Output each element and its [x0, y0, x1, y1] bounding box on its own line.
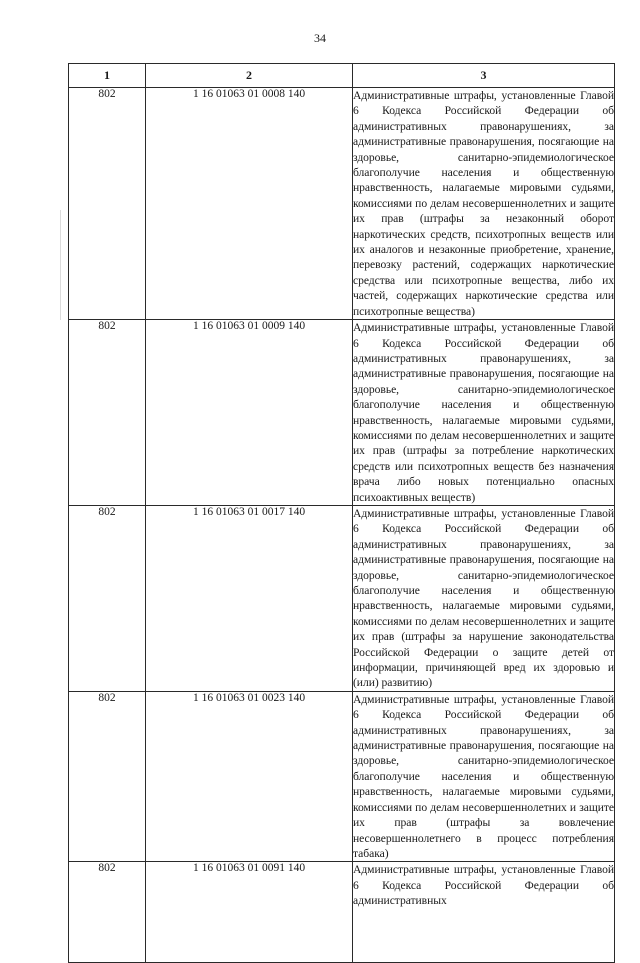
revenue-description-cell: Административные штрафы, установленные Главой 6 Кодекса Российской Федерации об административных правонарушениях, за административные правонарушения, посягающие на здоровье, санитарно-эпидемиологическое благополучие населения и общественную нравственность, налагаемые мировыми судьями, комиссиями по делам несовершеннолетних и защите их прав (штрафы за вовлечение несовершеннолетнего в процесс потребления табака)	[353, 692, 614, 860]
budget-classification-code-cell: 1 16 01063 01 0009 140	[146, 320, 353, 506]
administrator-code-cell: 802	[69, 505, 146, 691]
budget-classification-code-cell: 1 16 01063 01 0023 140	[146, 691, 353, 861]
administrator-code-cell: 802	[69, 88, 146, 320]
revenue-description-cell: Административные штрафы, установленные Главой 6 Кодекса Российской Федерации об административных правонарушениях, за административные правонарушения, посягающие на здоровье, санитарно-эпидемиологическое благополучие населения и общественную нравственность, налагаемые мировыми судьями, комиссиями по делам несовершеннолетних и защите их прав (штрафы за потребление наркотических средств или психотропных веществ без назначения врача либо новых потенциально опасных психоактивных веществ)	[353, 321, 614, 504]
administrator-code-cell: 802	[69, 320, 146, 506]
administrator-code-cell: 802	[69, 691, 146, 861]
table-header-row	[69, 64, 615, 88]
table-row	[69, 505, 615, 691]
budget-classification-code-cell: 1 16 01063 01 0008 140	[146, 88, 353, 320]
margin-scan-mark	[60, 210, 61, 320]
revenue-description-cell: Административные штрафы, установленные Главой 6 Кодекса Российской Федерации об административных правонарушениях, за административные правонарушения, посягающие на здоровье, санитарно-эпидемиологическое благополучие населения и общественную нравственность, налагаемые мировыми судьями, комиссиями по делам несовершеннолетних и защите их прав (штрафы за незаконный оборот наркотических средств, психотропных веществ или их аналогов и незаконные приобретение, хранение, перевозку растений, содержащих наркотические средства или психотропные вещества, либо их частей, содержащих наркотические средства или психотропные вещества)	[353, 89, 614, 318]
revenue-description-cell: Административные штрафы, установленные Главой 6 Кодекса Российской Федерации об административных	[353, 862, 615, 963]
administrator-code-cell: 802	[69, 862, 146, 963]
revenue-description-cell: Административные штрафы, установленные Главой 6 Кодекса Российской Федерации об административных правонарушениях, за административные правонарушения, посягающие на здоровье, санитарно-эпидемиологическое благополучие населения и общественную нравственность, налагаемые мировыми судьями, комиссиями по делам несовершеннолетних и защите их прав (штрафы за нарушение законодательства Российской Федерации о защите детей от информации, причиняющей вред их здоровью и (или) развитию)	[353, 506, 614, 690]
page-number: 34	[314, 31, 326, 45]
table-row	[69, 691, 615, 861]
column-header-1: 1	[69, 64, 146, 88]
budget-classification-code-cell: 1 16 01063 01 0091 140	[146, 862, 353, 963]
table-row	[69, 320, 615, 506]
column-header-2: 2	[146, 64, 353, 88]
table-row	[69, 88, 615, 320]
budget-codes-table	[68, 63, 615, 963]
table-row	[69, 862, 615, 963]
budget-classification-code-cell: 1 16 01063 01 0017 140	[146, 505, 353, 691]
column-header-3: 3	[353, 64, 615, 88]
